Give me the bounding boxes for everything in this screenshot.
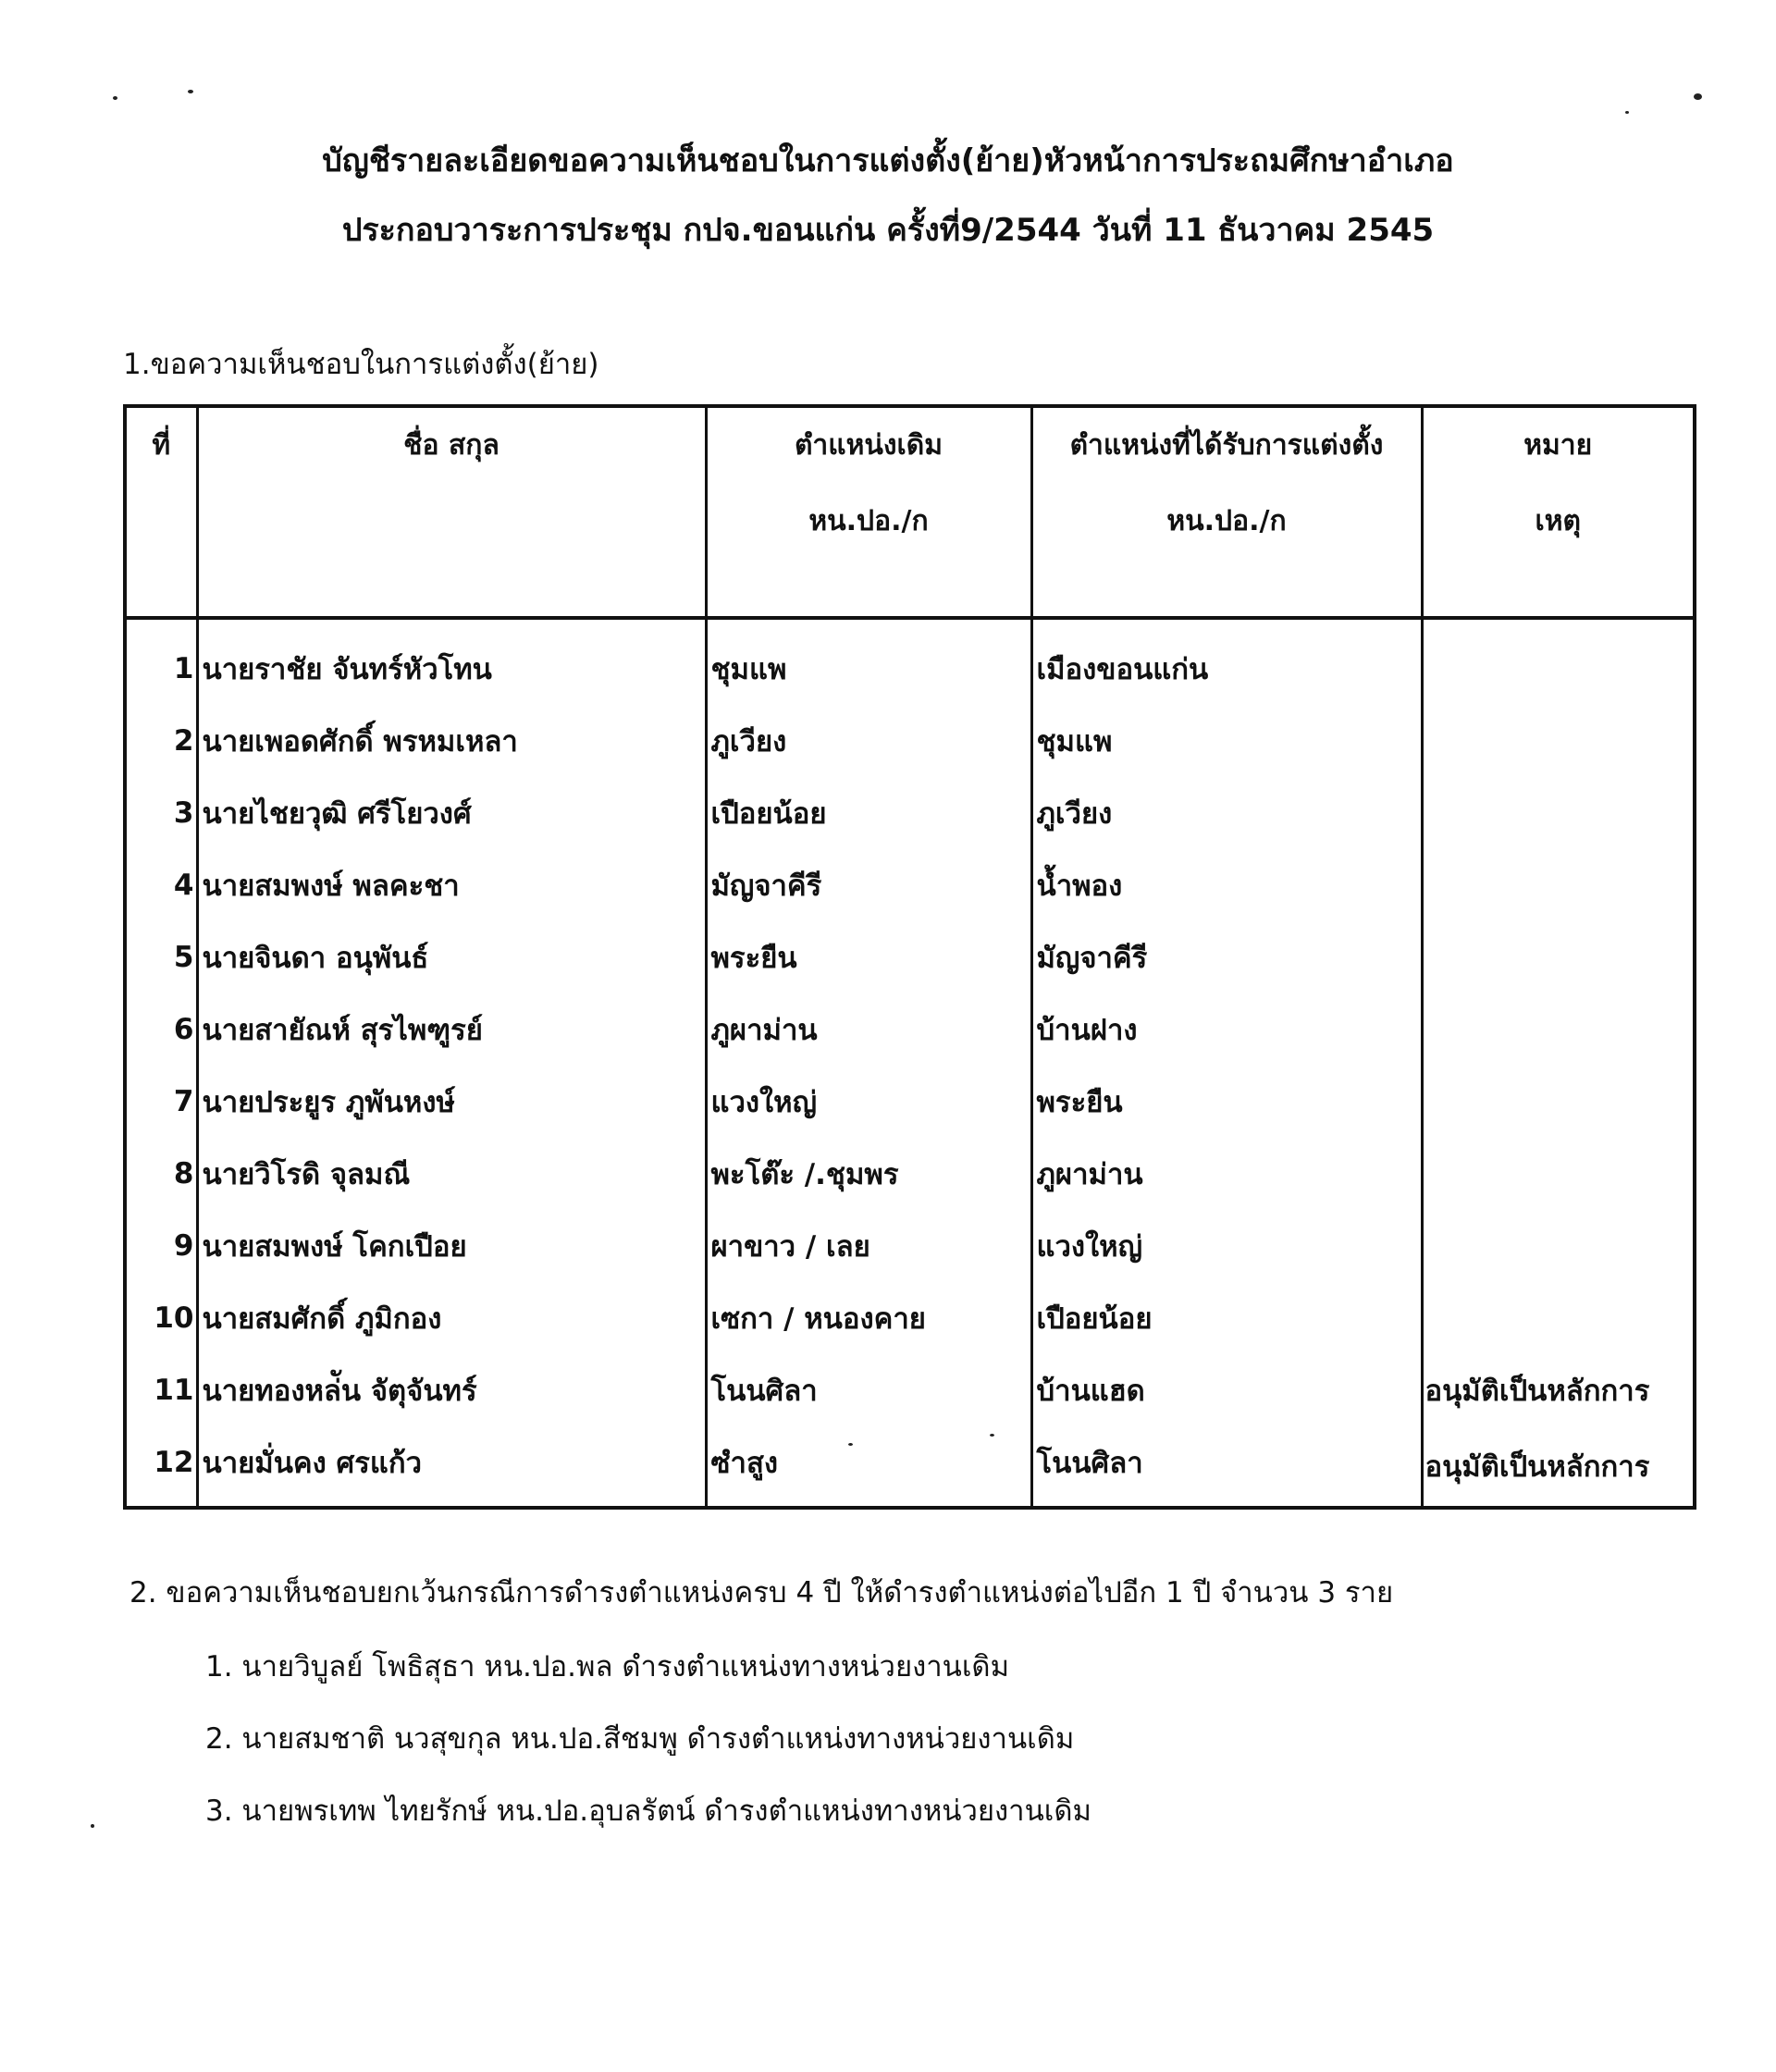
cell-remark bbox=[1422, 849, 1695, 921]
section2-list bbox=[205, 1646, 1092, 1863]
cell-no: 6 bbox=[125, 993, 197, 1066]
cell-no: 7 bbox=[125, 1066, 197, 1138]
cell-old-position: โนนศิลา bbox=[706, 1354, 1031, 1426]
cell-new-position: เมืองขอนแก่น bbox=[1031, 618, 1422, 705]
cell-old-position: มัญจาคีรี bbox=[706, 849, 1031, 921]
cell-old-position: แวงใหญ่ bbox=[706, 1066, 1031, 1138]
table-header-row bbox=[125, 406, 1695, 618]
table-row bbox=[125, 1138, 1695, 1210]
cell-name: นายราชัย จันทร์หัวโทน bbox=[197, 618, 706, 705]
table-row bbox=[125, 1066, 1695, 1138]
cell-old-position: เปือยน้อย bbox=[706, 777, 1031, 849]
cell-no: 10 bbox=[125, 1282, 197, 1354]
cell-new-position: มัญจาคีรี bbox=[1031, 921, 1422, 993]
cell-old-position: ผาขาว / เลย bbox=[706, 1210, 1031, 1282]
header-new-position-line1: ตำแหน่งที่ได้รับการแต่งตั้ง bbox=[1069, 429, 1384, 462]
cell-no: 4 bbox=[125, 849, 197, 921]
cell-name: นายสายัณห์ สุรไพฑูรย์ bbox=[197, 993, 706, 1066]
cell-no: 3 bbox=[125, 777, 197, 849]
cell-name: นายสมพงษ์ โคกเปือย bbox=[197, 1210, 706, 1282]
header-old-position bbox=[706, 406, 1031, 618]
section2-heading: 2. ขอความเห็นชอบยกเว้นกรณีการดำรงตำแหน่งครบ 4 ปี ให้ดำรงตำแหน่งต่อไปอีก 1 ปี จำนวน 3 ราย bbox=[130, 1576, 1394, 1610]
cell-name: นายจินดา อนุพันธ์ bbox=[197, 921, 706, 993]
cell-name: นายประยูร ภูพันหงษ์ bbox=[197, 1066, 706, 1138]
table-row bbox=[125, 921, 1695, 993]
cell-new-position: พระยืน bbox=[1031, 1066, 1422, 1138]
cell-new-position: แวงใหญ่ bbox=[1031, 1210, 1422, 1282]
header-name-label: ชื่อ สกุล bbox=[403, 429, 500, 462]
header-remark-line1: หมาย bbox=[1523, 429, 1593, 462]
list-item: 3. นายพรเทพ ไทยรักษ์ หน.ปอ.อุบลรัตน์ ดำรงตำแหน่งทางหน่วยงานเดิม bbox=[205, 1794, 1092, 1828]
cell-remark bbox=[1422, 1138, 1695, 1210]
scan-speck bbox=[188, 90, 193, 93]
header-name bbox=[197, 406, 706, 618]
cell-name: นายไชยวุฒิ ศรีโยวงศ์ bbox=[197, 777, 706, 849]
cell-new-position: บ้านฝาง bbox=[1031, 993, 1422, 1066]
cell-old-position: เซกา / หนองคาย bbox=[706, 1282, 1031, 1354]
scan-speck bbox=[1694, 93, 1702, 100]
list-item: 1. นายวิบูลย์ โพธิสุธา หน.ปอ.พล ดำรงตำแหน่งทางหน่วยงานเดิม bbox=[205, 1650, 1009, 1684]
cell-no: 9 bbox=[125, 1210, 197, 1282]
document-subtitle: ประกอบวาระการประชุม กปจ.ขอนแก่น ครั้งที่9/2544 วันที่ 11 ธันวาคม 2545 bbox=[341, 212, 1435, 249]
cell-remark bbox=[1422, 705, 1695, 777]
header-no-label: ที่ bbox=[152, 429, 171, 462]
header-remark bbox=[1422, 406, 1695, 618]
cell-no: 2 bbox=[125, 705, 197, 777]
cell-old-position: ชุมแพ bbox=[706, 618, 1031, 705]
header-new-position bbox=[1031, 406, 1422, 618]
cell-remark bbox=[1422, 1282, 1695, 1354]
cell-remark bbox=[1422, 777, 1695, 849]
header-new-position-line2: หน.ปอ./ก bbox=[1166, 505, 1287, 537]
cell-old-position: ซำสูง bbox=[706, 1426, 1031, 1508]
cell-remark bbox=[1422, 993, 1695, 1066]
cell-old-position: ภูผาม่าน bbox=[706, 993, 1031, 1066]
cell-new-position: บ้านแฮด bbox=[1031, 1354, 1422, 1426]
cell-name: นายสมพงษ์ พลคะชา bbox=[197, 849, 706, 921]
cell-no: 12 bbox=[125, 1426, 197, 1508]
cell-remark: อนุมัติเป็นหลักการ bbox=[1422, 1354, 1695, 1426]
cell-old-position: พะโต๊ะ /.ชุมพร bbox=[706, 1138, 1031, 1210]
table-row bbox=[125, 1426, 1695, 1508]
table-row bbox=[125, 777, 1695, 849]
cell-remark bbox=[1422, 921, 1695, 993]
scan-speck bbox=[1625, 111, 1629, 114]
document-title: บัญชีรายละเอียดขอความเห็นชอบในการแต่งตั้ง(ย้าย)หัวหน้าการประถมศึกษาอำเภอ bbox=[322, 142, 1454, 179]
table-row bbox=[125, 1210, 1695, 1282]
scan-speck bbox=[91, 1824, 94, 1828]
header-old-position-line1: ตำแหน่งเดิม bbox=[794, 429, 944, 462]
table-row bbox=[125, 618, 1695, 705]
table-row bbox=[125, 1354, 1695, 1426]
scan-speck bbox=[113, 96, 117, 100]
cell-name: นายเพอดศักดิ์ พรหมเหลา bbox=[197, 705, 706, 777]
header-remark-line2: เหตุ bbox=[1535, 505, 1581, 537]
table-body bbox=[125, 618, 1695, 1508]
cell-no: 5 bbox=[125, 921, 197, 993]
cell-old-position: ภูเวียง bbox=[706, 705, 1031, 777]
cell-name: นายสมศักดิ์ ภูมิกอง bbox=[197, 1282, 706, 1354]
cell-new-position: ภูเวียง bbox=[1031, 777, 1422, 849]
cell-new-position: น้ำพอง bbox=[1031, 849, 1422, 921]
header-no bbox=[125, 406, 197, 618]
cell-no: 11 bbox=[125, 1354, 197, 1426]
cell-new-position: ชุมแพ bbox=[1031, 705, 1422, 777]
header-old-position-line2: หน.ปอ./ก bbox=[808, 505, 929, 537]
cell-no: 8 bbox=[125, 1138, 197, 1210]
cell-name: นายวิโรดิ จุลมณี bbox=[197, 1138, 706, 1210]
table-row bbox=[125, 849, 1695, 921]
appointment-table bbox=[123, 404, 1696, 1510]
cell-remark bbox=[1422, 1210, 1695, 1282]
cell-no: 1 bbox=[125, 618, 197, 705]
cell-name: นายมั่นคง ศรแก้ว bbox=[197, 1426, 706, 1508]
section1-heading: 1.ขอความเห็นชอบในการแต่งตั้ง(ย้าย) bbox=[123, 348, 599, 381]
list-item: 2. นายสมชาติ นวสุขกุล หน.ปอ.สีชมพู ดำรงตำแหน่งทางหน่วยงานเดิม bbox=[205, 1722, 1075, 1756]
cell-new-position: เปือยน้อย bbox=[1031, 1282, 1422, 1354]
cell-new-position: ภูผาม่าน bbox=[1031, 1138, 1422, 1210]
cell-remark bbox=[1422, 618, 1695, 705]
cell-remark: อนุมัติเป็นหลักการ bbox=[1422, 1426, 1695, 1508]
cell-name: นายทองหล่ัน จัตุจันทร์ bbox=[197, 1354, 706, 1426]
table-row bbox=[125, 993, 1695, 1066]
cell-remark bbox=[1422, 1066, 1695, 1138]
cell-new-position: โนนศิลา bbox=[1031, 1426, 1422, 1508]
cell-old-position: พระยืน bbox=[706, 921, 1031, 993]
table-row bbox=[125, 1282, 1695, 1354]
table-row bbox=[125, 705, 1695, 777]
